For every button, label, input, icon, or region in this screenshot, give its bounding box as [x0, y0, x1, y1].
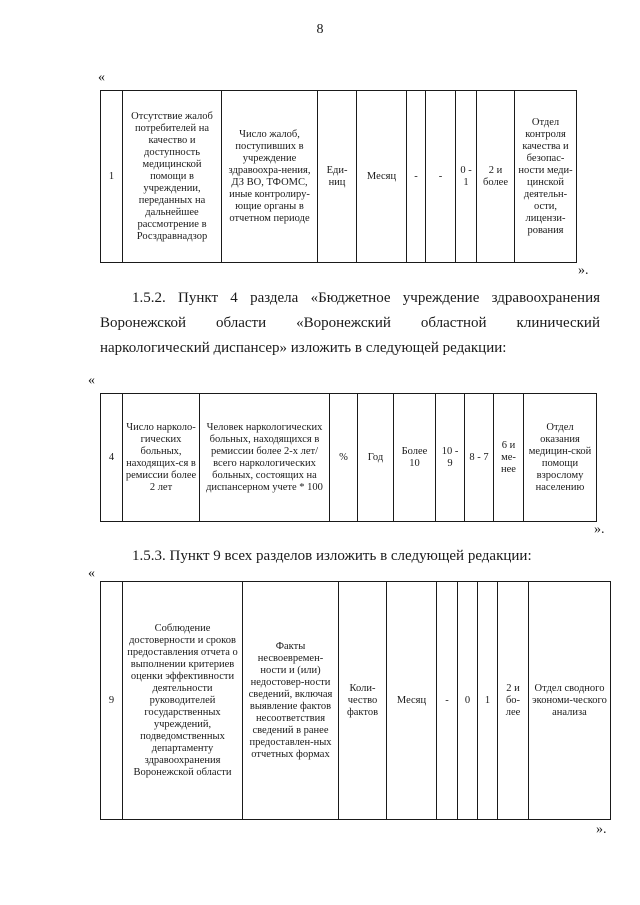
closing-quote: ». [594, 522, 605, 537]
indicator-table-1 [100, 90, 577, 263]
opening-quote: « [98, 70, 105, 85]
responsible-department: Отдел контроля качества и безопас-ности меди-цинской деятельн-ости, лицензи-рования [515, 91, 577, 263]
paragraph-line: 1.5.3. Пункт 9 всех разделов изложить в следующей редакции: [132, 548, 532, 564]
period: Месяц [387, 582, 437, 820]
score-value: 8 - 7 [465, 394, 494, 522]
criterion-name: Отсутствие жалоб потребителей на качество и доступность медицинской помощи в учреждении, переданных на дальнейшее рассмотрение в Росздравнадзор [123, 91, 222, 263]
responsible-department: Отдел оказания медицин-ской помощи взрослому населению [524, 394, 597, 522]
paragraph-line: Воронежской области «Воронежский областной клинический [100, 315, 600, 331]
score-value: - [407, 91, 426, 263]
closing-quote: ». [578, 263, 589, 278]
score-value: Более 10 [394, 394, 436, 522]
unit: Еди-ниц [318, 91, 357, 263]
item-number: 1 [101, 91, 123, 263]
score-value: - [437, 582, 458, 820]
score-value: 10 - 9 [436, 394, 465, 522]
score-value: 2 и более [477, 91, 515, 263]
page-number: 8 [316, 22, 324, 37]
period: Месяц [357, 91, 407, 263]
score-value: 2 и бо-лее [498, 582, 529, 820]
opening-quote: « [88, 566, 95, 581]
criterion-name: Соблюдение достоверности и сроков предоставления отчета о выполнении критериев оценки эффективности деятельности руководителей государственных учреждений, подведомственных департаменту здравоохранения Воронежской области [123, 582, 243, 820]
score-value: 0 - 1 [456, 91, 477, 263]
opening-quote: « [88, 373, 95, 388]
paragraph-line: наркологический диспансер» изложить в следующей редакции: [100, 340, 507, 356]
responsible-department: Отдел сводного экономи-ческого анализа [529, 582, 611, 820]
unit: Коли-чество фактов [339, 582, 387, 820]
criterion-name: Число нарколо-гических больных, находящих-ся в ремиссии более 2 лет [123, 394, 200, 522]
indicator-description: Человек наркологических больных, находящихся в ремиссии более 2-х лет/всего наркологических больных, состоящих на диспансерном учете * 100 [200, 394, 330, 522]
indicator-table-3 [100, 581, 611, 820]
paragraph-line: 1.5.2. Пункт 4 раздела «Бюджетное учреждение здравоохранения [132, 290, 600, 306]
period: Год [358, 394, 394, 522]
indicator-table-2 [100, 393, 597, 522]
score-value: 1 [478, 582, 498, 820]
indicator-description: Факты несвоевремен-ности и (или) недостовер-ности сведений, включая выявление фактов несоответствия сведений в ранее предоставлен-ных отчетных формах [243, 582, 339, 820]
item-number: 9 [101, 582, 123, 820]
score-value: - [426, 91, 456, 263]
unit: % [330, 394, 358, 522]
amendment-paragraph-1-5-3 [100, 544, 600, 569]
item-number: 4 [101, 394, 123, 522]
indicator-description: Число жалоб, поступивших в учреждение здравоохра-нения, ДЗ ВО, ТФОМС, иные контролиру-ющие органы в отчетном периоде [222, 91, 318, 263]
closing-quote: ». [596, 822, 607, 837]
amendment-paragraph-1-5-2 [100, 286, 600, 311]
score-value: 6 и ме-нее [494, 394, 524, 522]
score-value: 0 [458, 582, 478, 820]
